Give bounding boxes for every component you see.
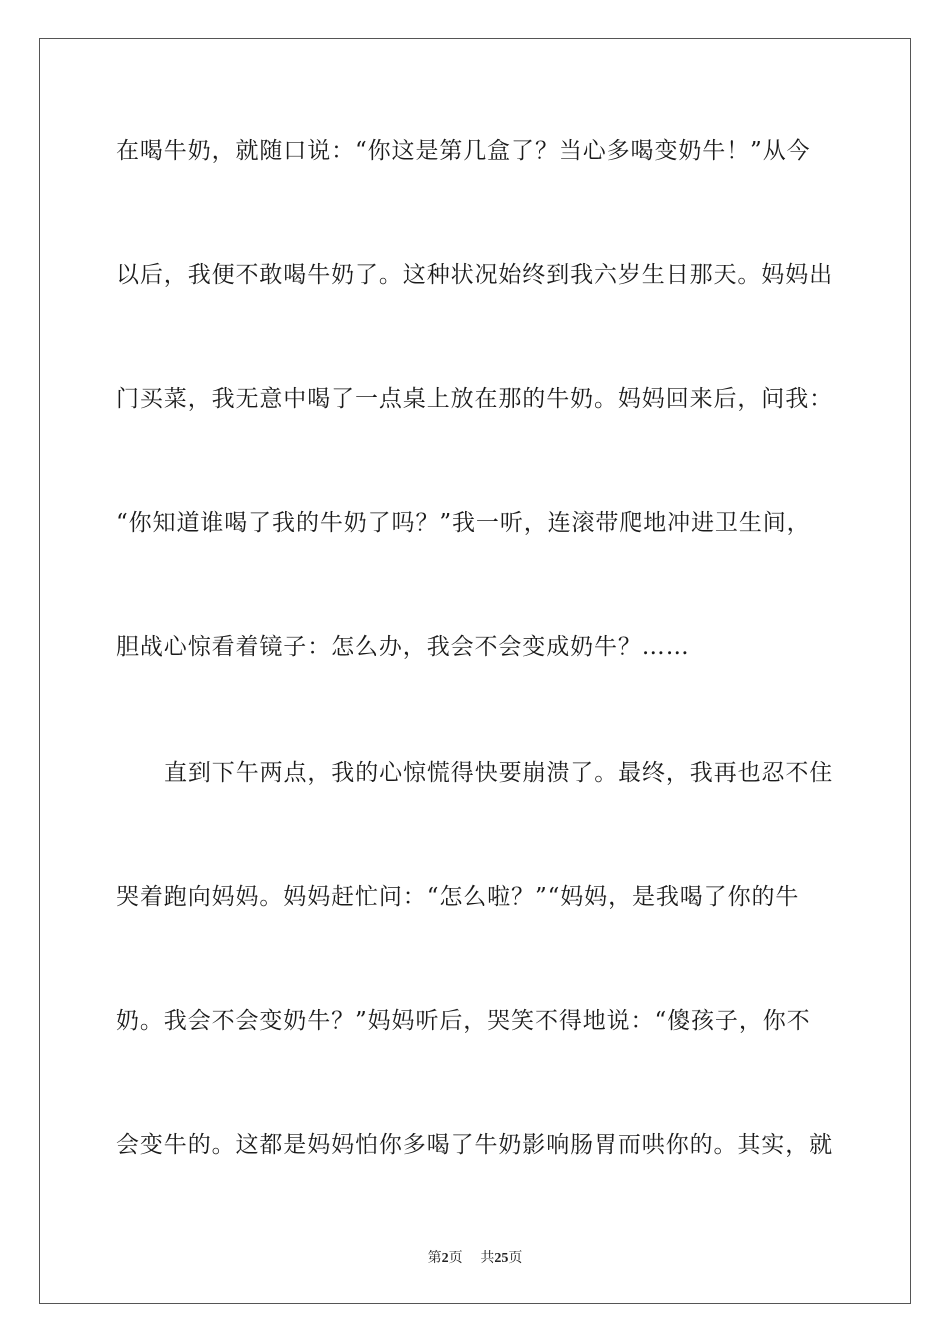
text-line: 会变牛的。这都是妈妈怕你多喝了牛奶影响肠胃而哄你的。其实，就 bbox=[116, 1132, 833, 1158]
text-line: 胆战心惊看着镜子：怎么办，我会不会变成奶牛？…… bbox=[116, 634, 690, 660]
page-number: 2 bbox=[441, 1251, 449, 1266]
page-border bbox=[39, 38, 911, 1304]
text-line: 以后，我便不敢喝牛奶了。这种状况始终到我六岁生日那天。妈妈出 bbox=[116, 262, 833, 288]
text-line: “你知道谁喝了我的牛奶了吗？”我一听，连滚带爬地冲进卫生间， bbox=[116, 510, 811, 536]
text-line: 门买菜，我无意中喝了一点桌上放在那的牛奶。妈妈回来后，问我： bbox=[116, 386, 833, 412]
page-footer bbox=[0, 1247, 950, 1267]
paragraph-first-line: 直到下午两点，我的心惊慌得快要崩溃了。最终，我再也忍不住 bbox=[164, 760, 834, 786]
text-line: 在喝牛奶，就随口说：“你这是第几盒了？当心多喝变奶牛！”从今 bbox=[116, 138, 811, 164]
total-pages: 25 bbox=[494, 1251, 509, 1266]
total-prefix: 共 bbox=[480, 1250, 495, 1266]
total-suffix: 页 bbox=[508, 1250, 523, 1266]
page-prefix: 第 bbox=[427, 1250, 442, 1266]
text-line: 哭着跑向妈妈。妈妈赶忙问：“怎么啦？”“妈妈，是我喝了你的牛 bbox=[116, 884, 800, 910]
page-suffix: 页 bbox=[448, 1250, 463, 1266]
text-line: 奶。我会不会变奶牛？”妈妈听后，哭笑不得地说：“傻孩子，你不 bbox=[116, 1008, 811, 1034]
